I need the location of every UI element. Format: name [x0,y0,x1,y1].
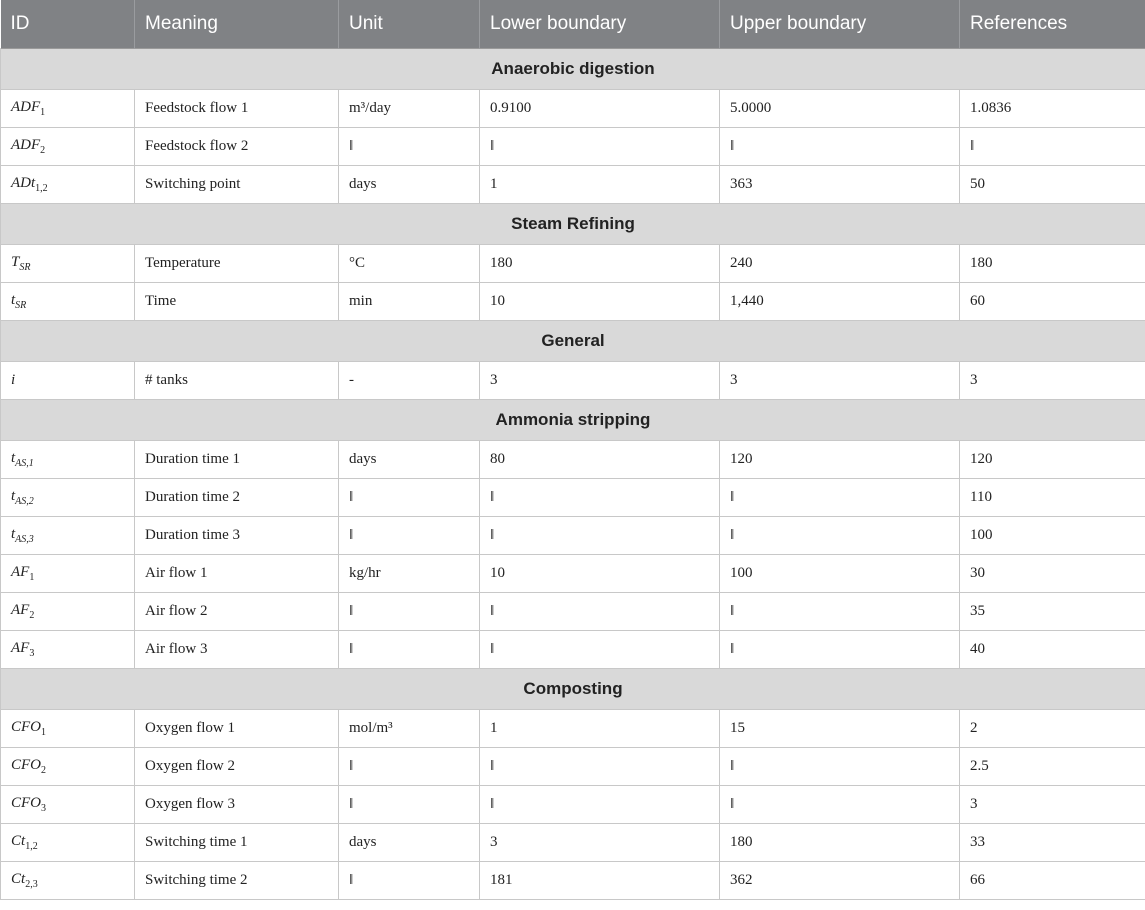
id-subscript: 2 [40,144,46,156]
id-subscript: 1 [40,106,46,118]
cell-id [1,478,135,516]
table-row [1,127,1145,165]
table-row [1,244,1145,282]
cell-lower: 10 [480,282,720,320]
id-subscript: 1,2 [35,182,48,194]
table-row [1,785,1145,823]
table-row [1,516,1145,554]
cell-upper: 1,440 [720,282,960,320]
id-symbol: t [11,449,16,466]
cell-reference: ‖ [960,127,1145,165]
cell-id [1,127,135,165]
cell-lower: ‖ [480,747,720,785]
cell-meaning: Temperature [135,244,339,282]
cell-reference: 33 [960,823,1145,861]
id-symbol: ADt [11,174,36,191]
cell-unit: ‖ [339,630,480,668]
cell-lower: ‖ [480,785,720,823]
cell-reference: 2 [960,709,1145,747]
cell-reference: 180 [960,244,1145,282]
table-row [1,861,1145,899]
cell-id [1,630,135,668]
table-row [1,440,1145,478]
header-row [1,0,1145,48]
cell-id [1,89,135,127]
header-references: References [960,0,1145,48]
cell-id [1,165,135,203]
cell-reference: 3 [960,785,1145,823]
id-symbol: AF [11,639,30,656]
section-row [1,399,1145,440]
cell-upper: ‖ [720,516,960,554]
id-subscript: 3 [29,647,35,659]
header-id: ID [1,0,135,48]
id-symbol: CFO [11,794,41,811]
id-subscript: 1 [41,726,46,738]
cell-upper: ‖ [720,747,960,785]
table-row [1,478,1145,516]
cell-id [1,709,135,747]
cell-id [1,361,135,399]
id-subscript: 2,3 [25,878,38,890]
cell-unit: ‖ [339,478,480,516]
table-row [1,709,1145,747]
id-symbol: t [11,487,16,504]
cell-reference: 66 [960,861,1145,899]
cell-upper: 363 [720,165,960,203]
cell-meaning: Switching point [135,165,339,203]
cell-upper: 5.0000 [720,89,960,127]
id-symbol: ADF [11,98,41,115]
table-row [1,630,1145,668]
cell-meaning: Switching time 1 [135,823,339,861]
header-upper-boundary: Upper boundary [720,0,960,48]
section-row [1,668,1145,709]
cell-id [1,861,135,899]
cell-unit: ‖ [339,516,480,554]
section-row [1,320,1145,361]
cell-id [1,823,135,861]
cell-unit: days [339,165,480,203]
cell-reference: 120 [960,440,1145,478]
cell-meaning: Oxygen flow 2 [135,747,339,785]
cell-unit: days [339,440,480,478]
cell-meaning: Feedstock flow 2 [135,127,339,165]
cell-id [1,440,135,478]
cell-upper: ‖ [720,478,960,516]
cell-upper: ‖ [720,785,960,823]
cell-id [1,282,135,320]
cell-unit: ‖ [339,785,480,823]
cell-unit: mol/m³ [339,709,480,747]
cell-lower: ‖ [480,630,720,668]
cell-reference: 50 [960,165,1145,203]
cell-unit: min [339,282,480,320]
cell-reference: 35 [960,592,1145,630]
cell-lower: 180 [480,244,720,282]
cell-id [1,554,135,592]
id-symbol: ADF [11,136,41,153]
cell-meaning: Duration time 2 [135,478,339,516]
cell-reference: 30 [960,554,1145,592]
cell-unit: kg/hr [339,554,480,592]
cell-lower: 1 [480,165,720,203]
section-title: General [1,320,1145,361]
cell-unit: days [339,823,480,861]
section-title: Ammonia stripping [1,399,1145,440]
id-subscript: 2 [29,609,35,621]
id-subscript: AS,2 [15,495,34,507]
table-row [1,165,1145,203]
table-body [1,48,1145,899]
cell-lower: 3 [480,823,720,861]
id-symbol: Ct [11,870,26,887]
section-title: Composting [1,668,1145,709]
cell-lower: ‖ [480,592,720,630]
table-row [1,823,1145,861]
cell-reference: 3 [960,361,1145,399]
id-subscript: SR [15,299,27,311]
header-lower-boundary: Lower boundary [480,0,720,48]
id-symbol: t [11,291,16,308]
id-symbol: AF [11,563,30,580]
cell-upper: ‖ [720,592,960,630]
table-row [1,554,1145,592]
cell-upper: 3 [720,361,960,399]
cell-meaning: Air flow 1 [135,554,339,592]
cell-meaning: # tanks [135,361,339,399]
table-row [1,592,1145,630]
cell-upper: 240 [720,244,960,282]
table-row [1,89,1145,127]
cell-meaning: Switching time 2 [135,861,339,899]
cell-lower: 0.9100 [480,89,720,127]
cell-meaning: Feedstock flow 1 [135,89,339,127]
cell-meaning: Air flow 3 [135,630,339,668]
id-subscript: 3 [41,802,46,814]
id-symbol: t [11,525,16,542]
id-subscript: SR [19,261,31,273]
cell-lower: ‖ [480,478,720,516]
id-symbol: CFO [11,756,41,773]
cell-upper: ‖ [720,127,960,165]
table-row [1,747,1145,785]
cell-id [1,747,135,785]
cell-unit: ‖ [339,747,480,785]
cell-lower: ‖ [480,516,720,554]
cell-lower: ‖ [480,127,720,165]
id-symbol: Ct [11,832,26,849]
cell-lower: 1 [480,709,720,747]
cell-id [1,785,135,823]
cell-meaning: Oxygen flow 1 [135,709,339,747]
cell-meaning: Time [135,282,339,320]
cell-reference: 60 [960,282,1145,320]
header-unit: Unit [339,0,480,48]
id-subscript: 1 [29,571,35,583]
table-row [1,282,1145,320]
cell-unit: ‖ [339,592,480,630]
section-row [1,203,1145,244]
table-row [1,361,1145,399]
id-subscript: AS,3 [15,533,34,545]
cell-id [1,592,135,630]
cell-unit: °C [339,244,480,282]
cell-meaning: Duration time 1 [135,440,339,478]
cell-lower: 80 [480,440,720,478]
table-header [1,0,1145,48]
cell-id [1,244,135,282]
cell-meaning: Air flow 2 [135,592,339,630]
cell-upper: 362 [720,861,960,899]
cell-unit: ‖ [339,127,480,165]
header-meaning: Meaning [135,0,339,48]
section-title: Anaerobic digestion [1,48,1145,89]
cell-reference: 2.5 [960,747,1145,785]
id-symbol: AF [11,601,30,618]
cell-lower: 181 [480,861,720,899]
cell-lower: 3 [480,361,720,399]
cell-id [1,516,135,554]
id-symbol: T [11,253,20,270]
cell-upper: 120 [720,440,960,478]
section-row [1,48,1145,89]
cell-unit: - [339,361,480,399]
cell-meaning: Duration time 3 [135,516,339,554]
id-subscript: 1,2 [25,840,38,852]
cell-meaning: Oxygen flow 3 [135,785,339,823]
cell-lower: 10 [480,554,720,592]
cell-upper: 100 [720,554,960,592]
cell-unit: ‖ [339,861,480,899]
cell-reference: 40 [960,630,1145,668]
id-subscript: 2 [41,764,46,776]
cell-reference: 1.0836 [960,89,1145,127]
id-symbol: i [11,371,16,388]
cell-upper: 180 [720,823,960,861]
section-title: Steam Refining [1,203,1145,244]
cell-reference: 110 [960,478,1145,516]
cell-reference: 100 [960,516,1145,554]
id-subscript: AS,1 [15,457,34,469]
cell-upper: 15 [720,709,960,747]
cell-upper: ‖ [720,630,960,668]
cell-unit: m³/day [339,89,480,127]
id-symbol: CFO [11,718,41,735]
